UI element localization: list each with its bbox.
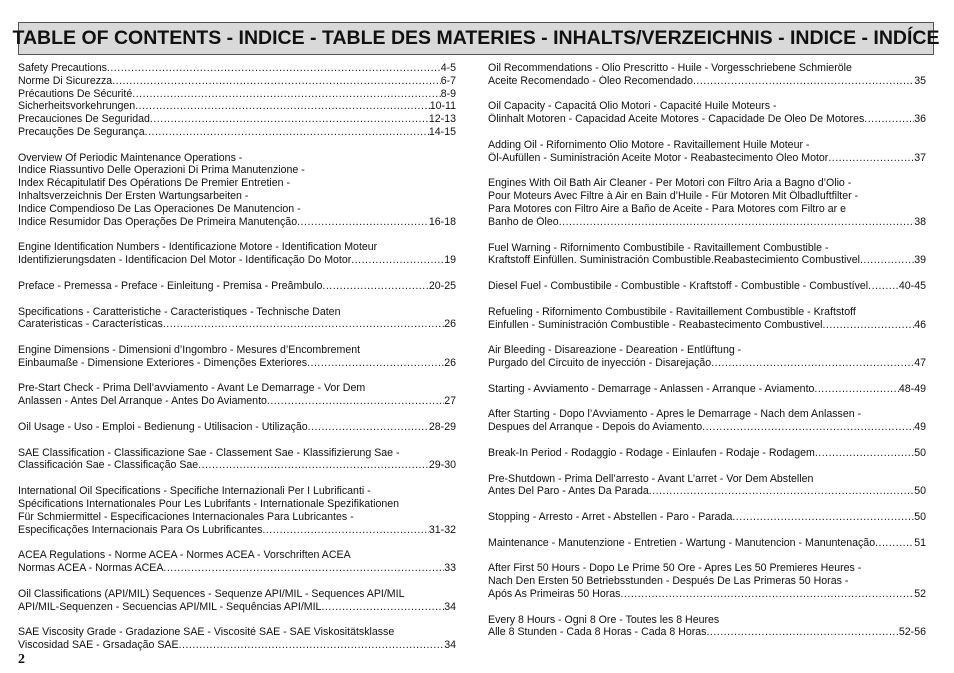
toc-entry[interactable] <box>488 447 926 460</box>
toc-entry-title: Sicherheitsvorkehrungen <box>18 100 136 113</box>
toc-entry-title: Carateristicas - Características <box>18 318 163 331</box>
toc-entry-line: SAE Viscosity Grade - Gradazione SAE - Viscosité SAE - SAE Viskositätsklasse <box>18 626 395 639</box>
dot-leader <box>868 280 899 293</box>
toc-entry-page: 6-7 <box>440 74 456 87</box>
toc-entry-title: Kraftstoff Einfüllen. Suministración Combustible.Reabastecimiento Combustivel <box>488 254 860 267</box>
toc-entry-final-line <box>488 383 926 396</box>
toc-entry-title: Antes Del Paro - Antes Da Parada <box>488 485 649 498</box>
toc-entry-line: International Oil Specifications - Specifiche Internazionali Per I Lubrificanti - <box>18 485 371 498</box>
toc-entry-page: 14-15 <box>428 125 456 138</box>
toc-entry-title: Einfullen - Suministración Combustible - Reabastecimento Combustivel <box>488 318 823 331</box>
toc-entry-page: 48-49 <box>898 382 926 395</box>
toc-entry-title: Précautions De Sécurité <box>18 87 133 100</box>
toc-entry-page: 20-25 <box>428 279 456 292</box>
dot-leader <box>179 639 445 652</box>
toc-entry-line: SAE Classification - Classificazione Sae - Classement Sae - Klassifizierung Sae - <box>18 446 400 459</box>
toc-entry-line: Adding Oil - Rifornimento Olio Motore - Ravitaillement Huile Moteur - <box>488 138 810 151</box>
toc-entry-final-line <box>18 254 456 267</box>
toc-entry[interactable] <box>18 62 456 75</box>
toc-entry-line: ACEA Regulations - Norme ACEA - Normes ACEA - Vorschriften ACEA <box>18 549 351 562</box>
toc-entry[interactable] <box>18 588 456 614</box>
toc-entry-final-line <box>18 216 456 229</box>
dot-leader <box>112 75 440 88</box>
toc-entry[interactable] <box>18 626 456 652</box>
dot-leader <box>297 216 429 229</box>
toc-entry[interactable] <box>488 614 926 640</box>
toc-entry[interactable] <box>488 408 926 434</box>
toc-entry-final-line <box>18 357 456 370</box>
toc-entry[interactable] <box>488 511 926 524</box>
toc-entry-title: Precauções De Segurança <box>18 125 145 138</box>
dot-leader <box>163 318 444 331</box>
toc-entry-final-line <box>18 280 456 293</box>
dot-leader <box>620 588 914 601</box>
dot-leader <box>702 421 914 434</box>
toc-entry[interactable] <box>18 306 456 332</box>
toc-entry[interactable] <box>488 280 926 293</box>
toc-entry-page: 47 <box>914 356 926 369</box>
toc-entry[interactable] <box>18 241 456 267</box>
toc-entry-line: Every 8 Hours - Ogni 8 Ore - Toutes les 8 Heures <box>488 613 720 626</box>
toc-right-column <box>488 62 926 652</box>
toc-entry-title: Einbaumaße - Dimensione Exteriores - Dimenções Exteriores <box>18 356 308 369</box>
toc-entry[interactable] <box>18 75 456 88</box>
toc-entry-page: 46 <box>914 318 926 331</box>
toc-entry-page: 8-9 <box>440 87 456 100</box>
toc-entry-title: Alle 8 Stunden - Cada 8 Horas - Cada 8 Horas <box>488 626 707 639</box>
dot-leader <box>145 126 429 139</box>
dot-leader <box>163 562 444 575</box>
toc-entry-line: Index Récapitulatif Des Opérations De Premier Entretien - <box>18 177 291 190</box>
toc-entry[interactable] <box>488 344 926 370</box>
toc-entry-final-line <box>18 126 456 139</box>
toc-entry-final-line <box>488 280 926 293</box>
toc-entry-page: 29-30 <box>428 459 456 472</box>
toc-entry-page: 51 <box>914 536 926 549</box>
toc-entry-page: 10-11 <box>429 100 456 113</box>
toc-entry-page: 34 <box>444 638 456 651</box>
dot-leader <box>322 280 429 293</box>
toc-entry[interactable] <box>18 152 456 229</box>
toc-entry-page: 40-45 <box>898 280 926 293</box>
toc-entry-page: 16-18 <box>428 215 456 228</box>
toc-entry-title: Break-In Period - Rodaggio - Rodage - Einlaufen - Rodaje - Rodagem <box>488 446 815 459</box>
toc-entry-final-line <box>18 62 456 75</box>
toc-entry-title: Após As Primeiras 50 Horas <box>488 587 621 600</box>
toc-entry-line: Specifications - Caratteristiche - Caracteristiques - Technische Daten <box>18 305 341 318</box>
toc-entry[interactable] <box>488 473 926 499</box>
toc-entry-title: Indice Resumidor Das Operações De Primeira Manutenção <box>18 215 298 228</box>
toc-entry-page: 36 <box>914 113 926 126</box>
toc-entry-title: Norme Di Sicurezza <box>18 74 113 87</box>
dot-leader <box>150 113 429 126</box>
toc-entry-line: Pre-Start Check - Prima Dell’avviamento - Avant Le Demarrage - Vor Dem <box>18 382 366 395</box>
toc-entry[interactable] <box>18 100 456 113</box>
toc-entry-final-line <box>18 88 456 101</box>
toc-entry-title: Aceite Recomendado - Óleo Recomendado <box>488 74 693 87</box>
toc-entry-line: Engines With Oil Bath Air Cleaner - Per Motori con Filtro Aria a Bagno d’Olio - <box>488 177 852 190</box>
toc-entry-line: Refueling - Rifornimento Combustibile - Ravitaillement Combustible - Kraftstoff <box>488 305 856 318</box>
toc-entry-title: Precauciones De Seguridad <box>18 113 150 126</box>
toc-entry-line: Air Bleeding - Disareazione - Deareation - Entlüftung - <box>488 344 742 357</box>
toc-entry-title: API/MIL-Sequenzen - Secuencias API/MIL - Sequências API/MIL <box>18 600 322 613</box>
toc-entry[interactable] <box>18 549 456 575</box>
dot-leader <box>135 100 429 113</box>
toc-entry-final-line <box>18 459 456 472</box>
toc-entry[interactable] <box>18 344 456 370</box>
dot-leader <box>706 626 898 639</box>
toc-entry-final-line <box>18 601 456 614</box>
toc-entry-title: Especificações Internacionais Para Os Lubrificantes <box>18 523 263 536</box>
toc-entry-page: 50 <box>914 446 926 459</box>
dot-leader <box>860 254 914 267</box>
toc-entry-line: Pour Moteurs Avec Filtre à Air en Bain d’Huile - Für Motoren Mit Ölbadluftfilter - <box>488 190 859 203</box>
toc-entry-final-line <box>18 421 456 434</box>
toc-entry-final-line <box>488 254 926 267</box>
toc-entry-page: 33 <box>444 562 456 575</box>
toc-entry[interactable] <box>18 280 456 293</box>
toc-entry-final-line <box>18 75 456 88</box>
dot-leader <box>262 524 429 537</box>
toc-entry-line: Oil Recommendations - Olio Prescritto - Huile - Vorgesschriebene Schmieröle <box>488 62 852 74</box>
toc-entry-line: Spécifications Internationales Pour Les Lubrifants - Internationale Spezifikationen <box>18 497 400 510</box>
dot-leader <box>828 152 914 165</box>
toc-title-box <box>12 22 940 55</box>
dot-leader <box>875 537 914 550</box>
toc-entry[interactable] <box>18 126 456 139</box>
toc-entry-final-line <box>488 319 926 332</box>
toc-entry-final-line <box>488 447 926 460</box>
toc-entry-final-line <box>18 562 456 575</box>
toc-entry-page: 28-29 <box>428 420 456 433</box>
toc-entry-page: 19 <box>444 254 456 267</box>
toc-entry[interactable] <box>488 100 926 126</box>
toc-entry-line: Nach Den Ersten 50 Betriebsstunden - Después De Las Primeras 50 Horas - <box>488 575 849 588</box>
dot-leader <box>711 357 914 370</box>
dot-leader <box>321 601 444 614</box>
toc-entry-page: 4-5 <box>440 62 456 74</box>
toc-entry-page: 50 <box>914 485 926 498</box>
toc-entry[interactable] <box>488 242 926 268</box>
toc-entry-page: 27 <box>444 395 456 408</box>
toc-entry-page: 37 <box>914 151 926 164</box>
toc-entry-page: 50 <box>914 511 926 524</box>
toc-entry-title: Preface - Premessa - Preface - Einleitung - Premisa - Preâmbulo <box>18 279 323 292</box>
toc-entry-line: Pre-Shutdown - Prima Dell’arresto - Avant L’arret - Vor Dem Abstellen <box>488 472 814 485</box>
toc-entry-final-line <box>488 357 926 370</box>
toc-entry-page: 52-56 <box>898 626 926 639</box>
toc-entry-line: Oil Capacity - Capacitá Olio Motori - Capacité Huile Moteurs - <box>488 100 777 113</box>
toc-entry-final-line <box>488 152 926 165</box>
dot-leader <box>822 319 914 332</box>
toc-entry-final-line <box>488 421 926 434</box>
toc-entry-title: Stopping - Arresto - Arret - Abstellen - Paro - Parada <box>488 511 733 524</box>
toc-entry-title: Viscosidad SAE - Grsadação SAE <box>18 638 179 651</box>
toc-entry-final-line <box>488 537 926 550</box>
toc-entry[interactable] <box>18 88 456 101</box>
toc-entry[interactable] <box>18 447 456 473</box>
toc-entry[interactable] <box>488 177 926 228</box>
toc-entry-final-line <box>18 113 456 126</box>
toc-entry-line: Indice Compendioso De Las Operaciones De Manutencion - <box>18 202 301 215</box>
toc-entry-line: Für Schmiermittel - Especificaciones Internacionales Para Lubricantes - <box>18 510 354 523</box>
toc-entry-final-line <box>18 318 456 331</box>
toc-entry-page: 38 <box>914 215 926 228</box>
toc-entry-title: Ölinhalt Motoren - Capacidad Aceite Motores - Capacidade De Oleo De Motores <box>488 113 865 126</box>
toc-entry-final-line <box>18 524 456 537</box>
toc-entry-final-line <box>488 485 926 498</box>
toc-entry-page: 26 <box>444 356 456 369</box>
dot-leader <box>649 485 914 498</box>
toc-entry-page: 31-32 <box>428 523 456 536</box>
toc-entry-title: Diesel Fuel - Combustibile - Combustible - Kraftstoff - Combustible - Combustível <box>488 280 869 293</box>
toc-entry-title: Normas ACEA - Normas ACEA <box>18 562 164 575</box>
toc-entry-line: After Starting - Dopo l’Avviamento - Apres le Demarrage - Nach dem Anlassen - <box>488 408 862 421</box>
toc-entry-page: 35 <box>914 74 926 87</box>
dot-leader <box>693 75 914 88</box>
toc-entry-line: Oil Classifications (API/MIL) Sequences - Sequenze API/MIL - Sequences API/MIL <box>18 587 405 600</box>
toc-entry-final-line <box>488 626 926 639</box>
toc-entry-final-line <box>488 216 926 229</box>
toc-entry-page: 39 <box>914 254 926 267</box>
toc-entry[interactable] <box>488 62 926 88</box>
toc-title: TABLE OF CONTENTS - INDICE - TABLE DES MATERIES - INHALTS/VERZEICHNIS - INDICE - INDÍCE <box>12 27 940 49</box>
toc-entry-final-line <box>488 75 926 88</box>
toc-entry[interactable] <box>18 485 456 536</box>
toc-entry[interactable] <box>18 382 456 408</box>
toc-entry-line: Fuel Warning - Rifornimento Combustibile - Ravitaillement Combustible - <box>488 241 829 254</box>
toc-entry[interactable] <box>488 562 926 600</box>
toc-entry[interactable] <box>18 421 456 434</box>
dot-leader <box>132 88 440 101</box>
toc-entry-final-line <box>18 395 456 408</box>
dot-leader <box>815 447 914 460</box>
toc-entry-title: Öl-Aufüllen - Suministración Aceite Motor - Reabastecimento Óleo Motor <box>488 151 829 164</box>
toc-entry-final-line <box>488 511 926 524</box>
toc-entry[interactable] <box>488 537 926 550</box>
toc-entry-final-line <box>18 639 456 652</box>
toc-entry-title: Banho de Óleo <box>488 215 559 228</box>
toc-entry-page: 26 <box>444 318 456 331</box>
toc-entry-line: Inhaltsverzeichnis Der Ersten Wartungsarbeiten - <box>18 190 249 203</box>
toc-entry-title: Anlassen - Antes Del Arranque - Antes Do Aviamento <box>18 395 267 408</box>
dot-leader <box>732 511 914 524</box>
toc-entry-line: Engine Identification Numbers - Identificazione Motore - Identification Moteur <box>18 241 378 254</box>
toc-entry[interactable] <box>488 139 926 165</box>
toc-entry-line: Engine Dimensions - Dimensioni d’Ingombro - Mesures d’Encombrement <box>18 344 361 356</box>
toc-entry-final-line <box>488 588 926 601</box>
toc-entry-line: Indice Riassuntivo Delle Operazioni Di Prima Manutenzione - <box>18 164 305 177</box>
toc-left-column <box>18 62 456 665</box>
toc-entry[interactable] <box>488 383 926 396</box>
dot-leader <box>198 459 429 472</box>
page-number: 2 <box>18 652 25 667</box>
dot-leader <box>267 395 444 408</box>
toc-entry[interactable] <box>18 113 456 126</box>
dot-leader <box>107 62 441 75</box>
toc-entry[interactable] <box>488 306 926 332</box>
toc-entry-title: Classificación Sae - Classificação Sae <box>18 459 199 472</box>
toc-entry-line: Para Motores con Filtro Aire a Baño de Aceite - Para Motores com Filtro ar e <box>488 203 846 216</box>
dot-leader <box>864 113 914 126</box>
toc-entry-title: Oil Usage - Uso - Emploi - Bedienung - Utilisacion - Utilização <box>18 420 308 433</box>
toc-entry-page: 49 <box>914 421 926 434</box>
dot-leader <box>814 383 898 396</box>
toc-entry-title: Starting - Avviamento - Demarrage - Anlassen - Arranque - Aviamento <box>488 382 815 395</box>
dot-leader <box>308 421 429 434</box>
toc-entry-final-line <box>18 100 456 113</box>
dot-leader <box>351 254 444 267</box>
toc-entry-title: Safety Precautions <box>18 62 107 74</box>
dot-leader <box>559 216 915 229</box>
toc-entry-line: After First 50 Hours - Dopo Le Prime 50 Ore - Apres Les 50 Premieres Heures - <box>488 562 862 575</box>
toc-entry-title: Purgado del Circuito de inyección - Disarejação <box>488 356 712 369</box>
toc-entry-page: 52 <box>914 587 926 600</box>
toc-entry-title: Despues del Arranque - Depois do Aviamento <box>488 421 703 434</box>
toc-entry-line: Overview Of Periodic Maintenance Operations - <box>18 151 243 164</box>
toc-entry-page: 34 <box>444 600 456 613</box>
toc-entry-page: 12-13 <box>428 113 456 126</box>
toc-entry-final-line <box>488 113 926 126</box>
toc-entry-title: Maintenance - Manutenzione - Entretien - Wartung - Manutencion - Manuntenação <box>488 536 876 549</box>
dot-leader <box>307 357 444 370</box>
toc-entry-title: Identifizierungsdaten - Identificacion Del Motor - Identificação Do Motor <box>18 254 352 267</box>
